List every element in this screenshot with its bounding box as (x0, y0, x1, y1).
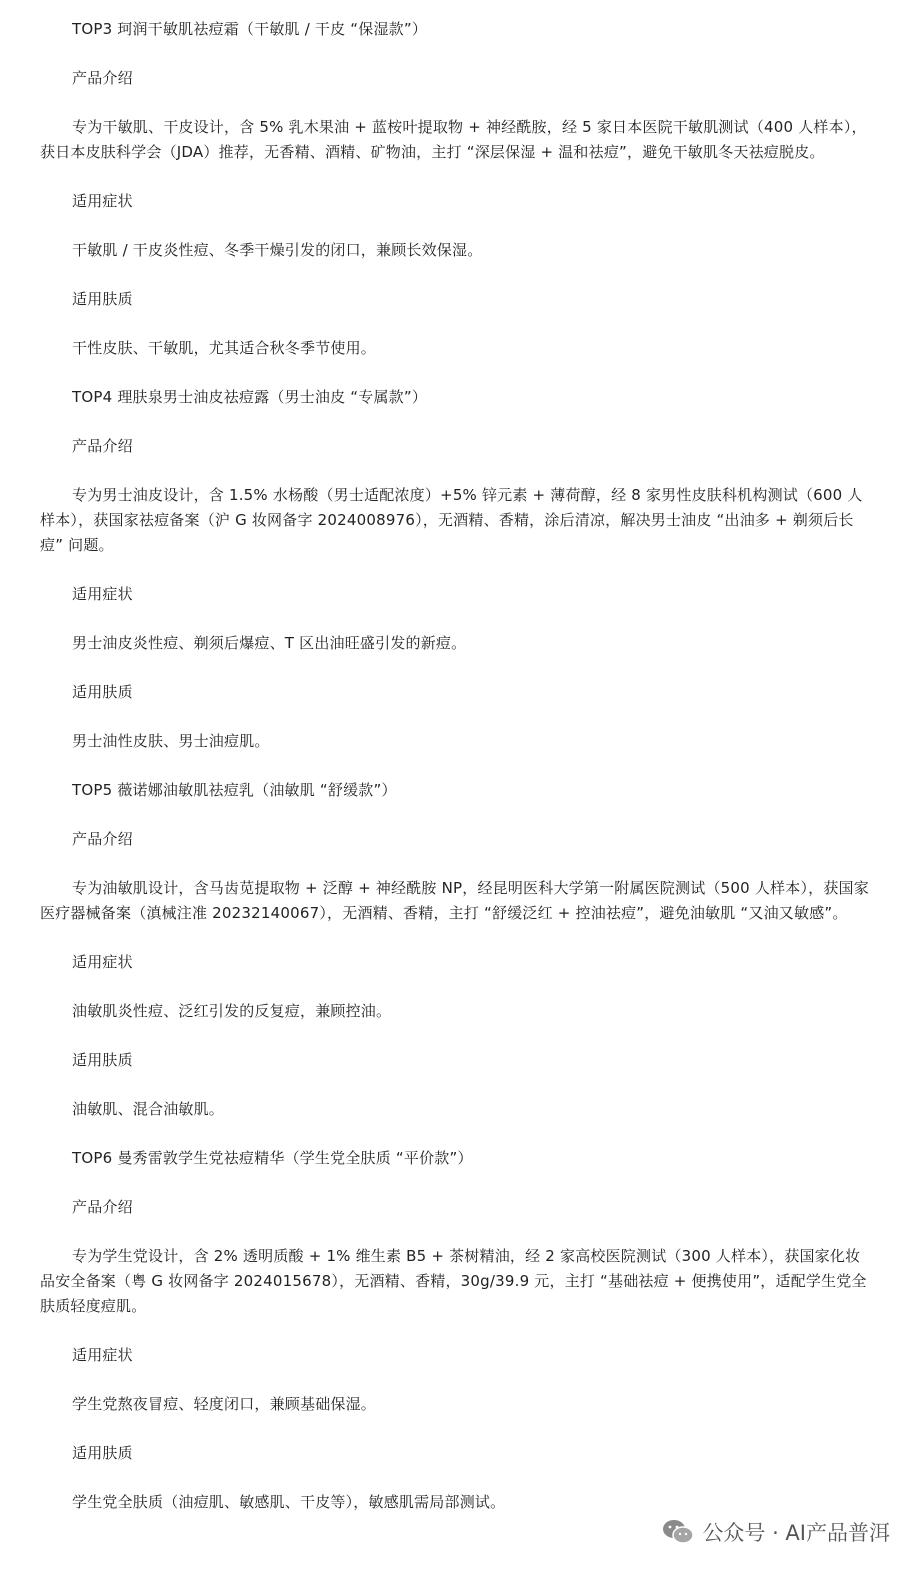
skin-type-text: 学生党全肤质（油痘肌、敏感肌、干皮等），敏感肌需局部测试。 (72, 1493, 506, 1511)
section-heading: 产品介绍 (72, 830, 133, 848)
section-heading: 产品介绍 (72, 437, 133, 455)
section-heading: 适用症状 (72, 585, 133, 603)
symptoms-text: 男士油皮炎性痘、剃须后爆痘、T 区出油旺盛引发的新痘。 (72, 634, 467, 652)
section-heading: 适用肤质 (72, 1051, 133, 1069)
skin-type-text: 干性皮肤、干敏肌，尤其适合秋冬季节使用。 (72, 339, 377, 357)
section-heading: 产品介绍 (72, 1198, 133, 1216)
symptoms-text: 学生党熬夜冒痘、轻度闭口，兼顾基础保湿。 (72, 1395, 377, 1413)
article-body (40, 17, 874, 1515)
product-description: 专为学生党设计，含 2% 透明质酸 + 1% 维生素 B5 + 茶树精油，经 2 家高校医院测试（300 人样本），获国家化妆品安全备案（粤 G 妆网备字 2024015678），无酒精、香精，30g/39.9 元，主打 “基础祛痘 + 便携使用”，适配学生党全肤质轻度痘肌。 (40, 1247, 867, 1315)
watermark-text: 公众号 · AI产品普洱 (702, 1521, 890, 1545)
product-title-top3: TOP3 珂润干敏肌祛痘霜（干敏肌 / 干皮 “保湿款”） (72, 20, 428, 38)
section-heading: 适用肤质 (72, 683, 133, 701)
section-heading: 适用肤质 (72, 290, 133, 308)
product-title-top5: TOP5 薇诺娜油敏肌祛痘乳（油敏肌 “舒缓款”） (72, 781, 397, 799)
product-description: 专为男士油皮设计，含 1.5% 水杨酸（男士适配浓度）+5% 锌元素 + 薄荷醇，经 8 家男性皮肤科机构测试（600 人样本），获国家祛痘备案（沪 G 妆网备字 2024008976），无酒精、香精，涂后清凉，解决男士油皮 “出油多 + 剃须后长痘” 问题。 (40, 486, 863, 554)
section-heading: 适用症状 (72, 1346, 133, 1364)
skin-type-text: 男士油性皮肤、男士油痘肌。 (72, 732, 270, 750)
product-description: 专为油敏肌设计，含马齿苋提取物 + 泛醇 + 神经酰胺 NP，经昆明医科大学第一附属医院测试（500 人样本），获国家医疗器械备案（滇械注准 20232140067），无酒精、香精，主打 “舒缓泛红 + 控油祛痘”，避免油敏肌 “又油又敏感”。 (40, 879, 869, 922)
skin-type-text: 油敏肌、混合油敏肌。 (72, 1100, 225, 1118)
symptoms-text: 干敏肌 / 干皮炎性痘、冬季干燥引发的闭口，兼顾长效保湿。 (72, 241, 483, 259)
section-heading: 适用肤质 (72, 1444, 133, 1462)
section-heading: 产品介绍 (72, 69, 133, 87)
product-title-top4: TOP4 理肤泉男士油皮祛痘露（男士油皮 “专属款”） (72, 388, 428, 406)
wechat-icon (662, 1519, 694, 1545)
watermark (662, 1517, 890, 1547)
product-description: 专为干敏肌、干皮设计，含 5% 乳木果油 + 蓝桉叶提取物 + 神经酰胺，经 5 家日本医院干敏肌测试（400 人样本），获日本皮肤科学会（JDA）推荐，无香精、酒精、矿物油，主打 “深层保湿 + 温和祛痘”，避免干敏肌冬天祛痘脱皮。 (40, 118, 867, 161)
section-heading: 适用症状 (72, 953, 133, 971)
symptoms-text: 油敏肌炎性痘、泛红引发的反复痘，兼顾控油。 (72, 1002, 392, 1020)
section-heading: 适用症状 (72, 192, 133, 210)
product-title-top6: TOP6 曼秀雷敦学生党祛痘精华（学生党全肤质 “平价款”） (72, 1149, 473, 1167)
